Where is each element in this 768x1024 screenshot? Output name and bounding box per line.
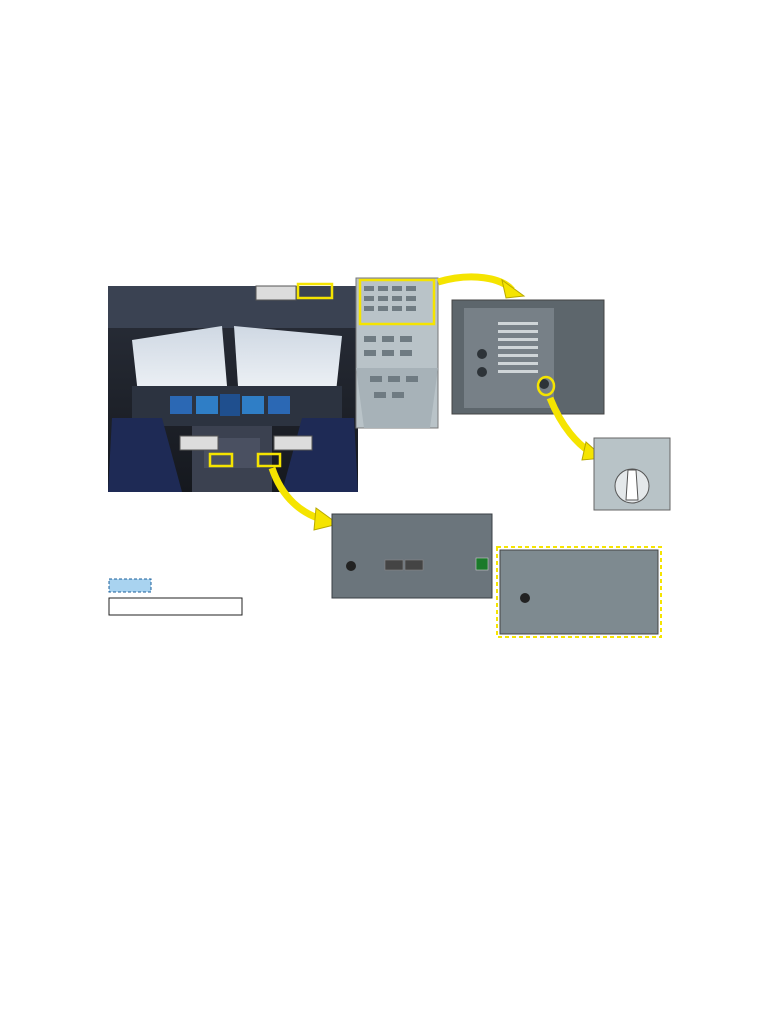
pedestal-photo	[452, 300, 604, 414]
acp-diagram	[92, 268, 676, 640]
audio-switching-panel	[594, 438, 670, 510]
overhead-panel	[356, 278, 438, 428]
acp-option-panel	[497, 547, 661, 637]
acp-panel-detail	[332, 514, 492, 598]
acp-figure	[92, 268, 676, 640]
